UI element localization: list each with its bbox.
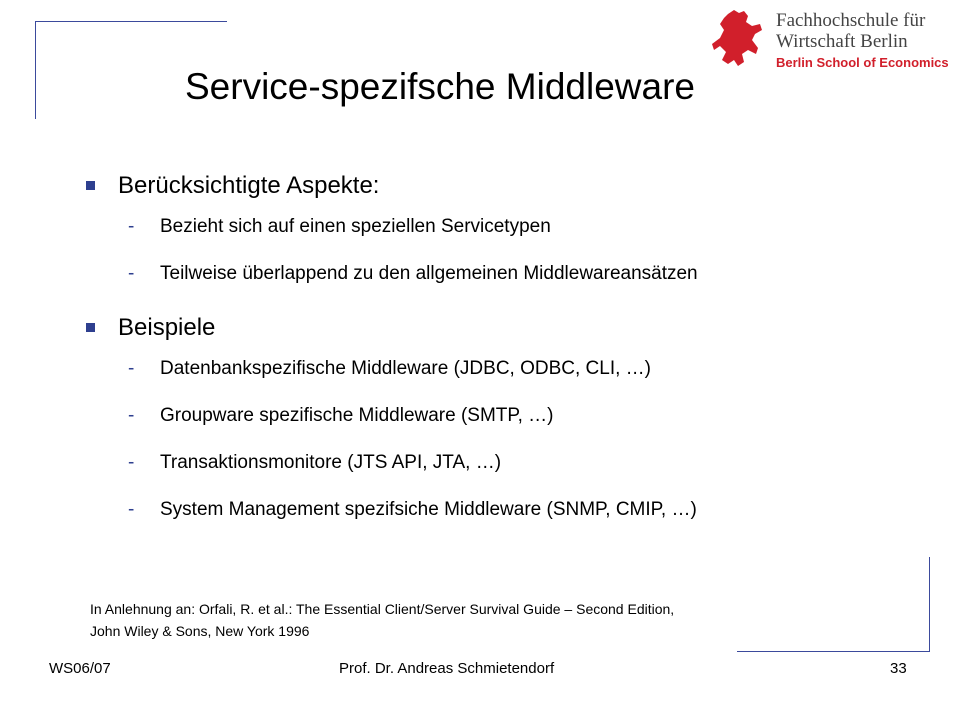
list-item: [84, 440, 944, 487]
dash-bullet: -: [128, 263, 135, 284]
dash-bullet: -: [128, 216, 135, 237]
reference-line-1: In Anlehnung an: Orfali, R. et al.: The Essential Client/Server Survival Guide – Second Edition,: [90, 601, 675, 617]
list-item: [84, 487, 944, 534]
logo-line-3: Berlin School of Economics: [776, 55, 949, 70]
bullet-list: [84, 168, 944, 534]
square-bullet-icon: [86, 181, 95, 190]
reference-note: [90, 598, 674, 642]
logo-line-1: Fachhochschule für: [776, 10, 926, 31]
slide-title: Service-spezifsche Middleware: [185, 66, 695, 107]
logo-line-2: Wirtschaft Berlin: [776, 31, 908, 52]
school-logo: [708, 8, 958, 70]
logo-text: [776, 10, 949, 71]
list-item-text: Teilweise überlappend zu den allgemeinen Middlewareansätzen: [160, 263, 698, 284]
frame-top-line: [35, 21, 227, 22]
frame-right-line: [929, 557, 930, 651]
reference-line-2: John Wiley & Sons, New York 1996: [90, 623, 310, 639]
footer-semester: WS06/07: [49, 660, 111, 677]
section-heading-text: Berücksichtigte Aspekte:: [118, 172, 380, 199]
dash-bullet: -: [128, 358, 135, 379]
dash-bullet: -: [128, 452, 135, 473]
frame-bottom-line: [737, 651, 930, 652]
section-heading-text: Beispiele: [118, 314, 216, 341]
list-item-text: System Management spezifsiche Middleware (SNMP, CMIP, …): [160, 499, 697, 520]
footer-page-number: 33: [890, 660, 907, 677]
section-heading: [84, 168, 944, 204]
list-item: [84, 251, 944, 298]
dash-bullet: -: [128, 499, 135, 520]
footer-author: Prof. Dr. Andreas Schmietendorf: [339, 660, 555, 677]
square-bullet-icon: [86, 323, 95, 332]
list-item: [84, 204, 944, 251]
section-heading: [84, 310, 944, 346]
list-item-text: Transaktionsmonitore (JTS API, JTA, …): [160, 452, 502, 473]
list-item: [84, 346, 944, 393]
berlin-bear-icon: [708, 8, 766, 70]
list-item-text: Datenbankspezifische Middleware (JDBC, ODBC, CLI, …): [160, 358, 652, 379]
list-item-text: Bezieht sich auf einen speziellen Servicetypen: [160, 216, 551, 237]
frame-left-line: [35, 21, 36, 119]
dash-bullet: -: [128, 405, 135, 426]
list-item: [84, 393, 944, 440]
list-item-text: Groupware spezifische Middleware (SMTP, …): [160, 405, 554, 426]
